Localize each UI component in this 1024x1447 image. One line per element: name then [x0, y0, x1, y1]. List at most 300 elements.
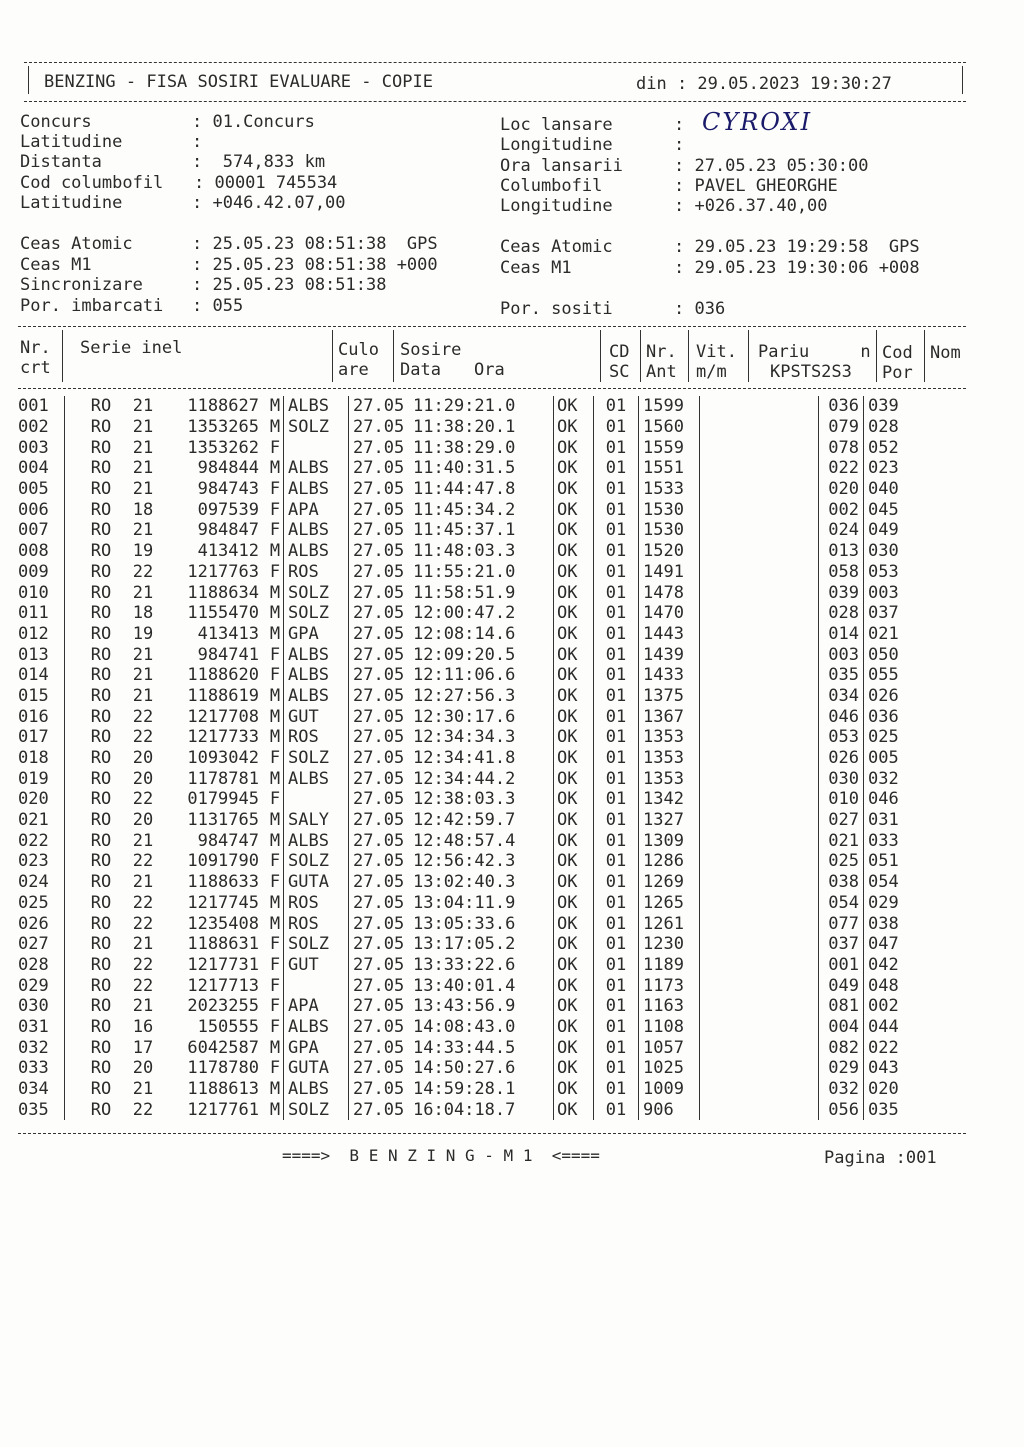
cell-cc: RO: [90, 417, 112, 438]
cell-num: 0179945: [187, 789, 259, 810]
cell-cc: RO: [90, 975, 112, 996]
clock-label: Ceas Atomic: [500, 237, 613, 257]
cell-cod: 053: [819, 727, 864, 748]
cell-sex: M: [269, 623, 281, 644]
info-label: Ora lansarii: [500, 156, 623, 176]
cell-ant: 01: [594, 541, 639, 562]
cell-nom: 035: [864, 1099, 909, 1120]
cell-nom: 053: [864, 562, 909, 583]
cell-ant: 01: [594, 499, 639, 520]
cell-pariu: [700, 934, 819, 955]
cell-pariu: [700, 768, 819, 789]
col-header-kpsts: KPSTS2S3: [770, 362, 852, 382]
cell-nom: 050: [864, 644, 909, 665]
cell-num: 1155470: [187, 603, 259, 624]
cell-yr: 21: [132, 396, 154, 417]
cell-nr: 004: [18, 458, 49, 479]
cell-divider: [65, 1017, 80, 1038]
cell-ora: 16:04:18.7: [413, 1099, 516, 1120]
cell-ora: 12:38:03.3: [413, 789, 516, 810]
cell-cc: RO: [90, 603, 112, 624]
cell-dt: 27.05: [349, 417, 414, 438]
cell-num: 1217713: [187, 975, 259, 996]
cell-sex: F: [269, 665, 281, 686]
cell-cd: OK: [554, 789, 594, 810]
table-row: [18, 1079, 908, 1100]
cell-nr: 019: [18, 768, 49, 789]
cell-divider: [65, 562, 80, 583]
cell-nom: 043: [864, 1058, 909, 1079]
cell-cc: RO: [90, 1099, 112, 1120]
cell-yr: 22: [132, 789, 154, 810]
cell-pariu: [700, 1037, 819, 1058]
cell-nr: 024: [18, 872, 49, 893]
cell-ant: 01: [594, 644, 639, 665]
cell-cod: 046: [819, 706, 864, 727]
cell-cc: RO: [90, 810, 112, 831]
cell-ora: 12:09:20.5: [413, 644, 516, 665]
cell-num: 413412: [197, 541, 259, 562]
cell-cd: OK: [554, 748, 594, 769]
cell-cod: 028: [819, 603, 864, 624]
cell-dt: 27.05: [349, 810, 414, 831]
cell-pariu: [700, 437, 819, 458]
cell-ant: 01: [594, 975, 639, 996]
cell-yr: 17: [132, 1037, 154, 1058]
table-row: [18, 479, 908, 500]
table-row: [18, 541, 908, 562]
header-left-bar: [28, 66, 29, 94]
cell-vit: 1286: [639, 851, 700, 872]
cell-vit: 1353: [639, 727, 700, 748]
cell-ant: 01: [594, 955, 639, 976]
table-row: [18, 624, 908, 645]
cell-ora: 11:58:51.9: [413, 582, 516, 603]
table-top-rule: [18, 326, 966, 327]
cell-cod: 079: [819, 417, 864, 438]
cell-cc: RO: [90, 685, 112, 706]
cell-col: GPA: [284, 1037, 349, 1058]
cell-cod: 002: [819, 499, 864, 520]
cell-dt: 27.05: [349, 975, 414, 996]
cell-nr: 001: [18, 396, 49, 417]
cell-pariu: [700, 1079, 819, 1100]
cell-nr: 030: [18, 996, 49, 1017]
table-row: [18, 417, 908, 438]
cell-col: ROS: [284, 727, 349, 748]
cell-yr: 21: [132, 934, 154, 955]
table-row: [18, 872, 908, 893]
cell-ora: 13:33:22.6: [413, 954, 516, 975]
cell-col: SOLZ: [284, 603, 349, 624]
cell-col: SOLZ: [284, 851, 349, 872]
cell-nom: 022: [864, 1037, 909, 1058]
cell-cd: OK: [554, 706, 594, 727]
table-bottom-rule: [18, 1133, 966, 1134]
cell-dt: 27.05: [349, 644, 414, 665]
cell-yr: 19: [132, 541, 154, 562]
cell-divider: [65, 727, 80, 748]
cell-divider: [65, 644, 80, 665]
cell-dt: 27.05: [349, 830, 414, 851]
cell-sex: M: [269, 603, 281, 624]
cell-nr: 025: [18, 892, 49, 913]
cell-nr: 026: [18, 913, 49, 934]
cell-cd: OK: [554, 810, 594, 831]
cell-divider: [65, 934, 80, 955]
table-row: [18, 851, 908, 872]
cell-dt: 27.05: [349, 1099, 414, 1120]
table-row: [18, 830, 908, 851]
cell-col: ALBS: [284, 479, 349, 500]
cell-nom: 032: [864, 768, 909, 789]
cell-num: 1353265: [187, 417, 259, 438]
cell-vit: 1230: [639, 934, 700, 955]
cell-cod: 010: [819, 789, 864, 810]
cell-sex: F: [269, 996, 281, 1017]
cell-yr: 16: [132, 1016, 154, 1037]
cell-cd: OK: [554, 1017, 594, 1038]
table-row: [18, 1058, 908, 1079]
cell-dt: 27.05: [349, 748, 414, 769]
cell-nr: 035: [18, 1099, 49, 1120]
cell-ora: 11:48:03.3: [413, 541, 516, 562]
cell-num: 1188633: [187, 872, 259, 893]
cell-cod: 081: [819, 996, 864, 1017]
cell-nom: 045: [864, 499, 909, 520]
cell-nom: 002: [864, 996, 909, 1017]
cell-dt: 27.05: [349, 789, 414, 810]
cell-vit: 1443: [639, 624, 700, 645]
cell-divider: [65, 479, 80, 500]
cell-cd: OK: [554, 1079, 594, 1100]
cell-sex: M: [269, 913, 281, 934]
clock-label: Ceas M1: [500, 258, 572, 278]
cell-vit: 1433: [639, 665, 700, 686]
cell-yr: 21: [132, 1079, 154, 1100]
info-label: Distanta: [20, 152, 102, 172]
cell-ora: 14:50:27.6: [413, 1058, 516, 1079]
cell-ant: 01: [594, 603, 639, 624]
cell-ora: 14:33:44.5: [413, 1037, 516, 1058]
cell-nr: 029: [18, 975, 49, 996]
cell-col: GUT: [284, 706, 349, 727]
cell-num: 1217763: [187, 561, 259, 582]
cell-num: 984743: [197, 479, 259, 500]
cell-yr: 20: [132, 768, 154, 789]
cell-num: 1217761: [187, 1099, 259, 1120]
cell-cc: RO: [90, 644, 112, 665]
cell-sex: F: [269, 975, 281, 996]
cell-cc: RO: [90, 561, 112, 582]
cell-divider: [65, 975, 80, 996]
cell-nr: 022: [18, 830, 49, 851]
report-title: BENZING - FISA SOSIRI EVALUARE - COPIE: [44, 72, 433, 92]
cell-nom: 033: [864, 830, 909, 851]
table-row: [18, 748, 908, 769]
cell-num: 1217745: [187, 892, 259, 913]
cell-col: ALBS: [284, 520, 349, 541]
cell-sex: M: [269, 830, 281, 851]
cell-nom: 029: [864, 893, 909, 914]
cell-sex: F: [269, 851, 281, 872]
cell-cd: OK: [554, 851, 594, 872]
cell-ant: 01: [594, 665, 639, 686]
cell-dt: 27.05: [349, 624, 414, 645]
cell-col: GUTA: [284, 872, 349, 893]
cell-ora: 12:34:41.8: [413, 748, 516, 769]
cell-yr: 22: [132, 954, 154, 975]
cell-ant: 01: [594, 727, 639, 748]
cell-dt: 27.05: [349, 437, 414, 458]
cell-dt: 27.05: [349, 706, 414, 727]
cell-pariu: [700, 913, 819, 934]
cell-ora: 12:48:57.4: [413, 830, 516, 851]
cell-vit: 1265: [639, 893, 700, 914]
cell-col: ALBS: [284, 686, 349, 707]
cell-dt: 27.05: [349, 665, 414, 686]
cell-cod: 058: [819, 562, 864, 583]
info-value: : 00001 745534: [194, 173, 338, 193]
cell-divider: [65, 1037, 80, 1058]
cell-nr: 016: [18, 706, 49, 727]
cell-divider: [65, 541, 80, 562]
report-date: din : 29.05.2023 19:30:27: [636, 74, 892, 94]
arrivals-table-body: [18, 396, 908, 1120]
cell-ora: 12:42:59.7: [413, 810, 516, 831]
cell-col: SOLZ: [284, 748, 349, 769]
cell-divider: [65, 582, 80, 603]
cell-dt: 27.05: [349, 562, 414, 583]
cell-yr: 21: [132, 437, 154, 458]
cell-cod: 001: [819, 955, 864, 976]
col-divider: [640, 330, 641, 382]
cell-nr: 012: [18, 623, 49, 644]
cell-sex: F: [269, 934, 281, 955]
col-divider: [62, 330, 63, 382]
col-divider: [393, 330, 394, 382]
cell-vit: 1025: [639, 1058, 700, 1079]
table-row: [18, 1099, 908, 1120]
cell-num: 1217733: [187, 727, 259, 748]
cell-cc: RO: [90, 851, 112, 872]
cell-sex: F: [269, 520, 281, 541]
cell-nr: 013: [18, 644, 49, 665]
cell-ora: 13:05:33.6: [413, 913, 516, 934]
cell-ant: 01: [594, 1017, 639, 1038]
cell-cc: RO: [90, 768, 112, 789]
cell-yr: 21: [132, 872, 154, 893]
cell-divider: [65, 789, 80, 810]
info-label: Longitudine: [500, 196, 613, 216]
table-row: [18, 562, 908, 583]
info-label: Latitudine: [20, 193, 123, 213]
cell-nom: 026: [864, 686, 909, 707]
cell-cc: RO: [90, 892, 112, 913]
col-divider: [924, 330, 925, 382]
cell-cc: RO: [90, 934, 112, 955]
cell-pariu: [700, 1017, 819, 1038]
cell-dt: 27.05: [349, 727, 414, 748]
cell-nom: 025: [864, 727, 909, 748]
cell-ant: 01: [594, 934, 639, 955]
cell-ora: 12:27:56.3: [413, 685, 516, 706]
cell-cd: OK: [554, 437, 594, 458]
cell-dt: 27.05: [349, 1017, 414, 1038]
cell-cd: OK: [554, 479, 594, 500]
cell-col: [284, 437, 349, 458]
col-header-serie: Serie inel: [80, 338, 183, 358]
cell-cd: OK: [554, 520, 594, 541]
cell-cd: OK: [554, 1099, 594, 1120]
cell-ant: 01: [594, 437, 639, 458]
cell-col: GPA: [284, 624, 349, 645]
cell-divider: [65, 499, 80, 520]
cell-sex: F: [269, 954, 281, 975]
cell-divider: [65, 1079, 80, 1100]
cell-sex: M: [269, 685, 281, 706]
cell-cd: OK: [554, 872, 594, 893]
cell-pariu: [700, 748, 819, 769]
cell-ora: 13:17:05.2: [413, 934, 516, 955]
cell-nr: 020: [18, 789, 49, 810]
clock-value: : 036: [674, 299, 726, 319]
clock-label: Por. imbarcati: [20, 296, 164, 316]
cell-nr: 002: [18, 417, 49, 438]
cell-divider: [65, 955, 80, 976]
cell-nr: 033: [18, 1058, 49, 1079]
cell-cod: 003: [819, 644, 864, 665]
cell-yr: 20: [132, 810, 154, 831]
cell-col: SOLZ: [284, 934, 349, 955]
cell-nr: 028: [18, 954, 49, 975]
cell-dt: 27.05: [349, 603, 414, 624]
cell-ora: 12:34:34.3: [413, 727, 516, 748]
cell-col: GUTA: [284, 1058, 349, 1079]
cell-ant: 01: [594, 1079, 639, 1100]
cell-pariu: [700, 955, 819, 976]
cell-cod: 034: [819, 686, 864, 707]
cell-sex: M: [269, 706, 281, 727]
clock-value: : 29.05.23 19:29:58 GPS: [674, 237, 920, 257]
cell-cod: 022: [819, 458, 864, 479]
cell-ora: 11:45:34.2: [413, 499, 516, 520]
cell-divider: [65, 458, 80, 479]
col-header-por: Por: [882, 363, 913, 383]
cell-cd: OK: [554, 458, 594, 479]
cell-ora: 13:43:56.9: [413, 996, 516, 1017]
cell-num: 1188627: [187, 396, 259, 417]
cell-nr: 023: [18, 851, 49, 872]
cell-dt: 27.05: [349, 934, 414, 955]
info-value: :: [674, 135, 685, 155]
cell-ant: 01: [594, 582, 639, 603]
cell-ant: 01: [594, 748, 639, 769]
cell-nom: 040: [864, 479, 909, 500]
cell-num: 1093042: [187, 748, 259, 769]
table-row: [18, 458, 908, 479]
cell-cod: 032: [819, 1079, 864, 1100]
cell-ant: 01: [594, 520, 639, 541]
cell-ant: 01: [594, 872, 639, 893]
cell-ant: 01: [594, 851, 639, 872]
cell-cod: 024: [819, 520, 864, 541]
cell-sex: F: [269, 872, 281, 893]
cell-divider: [65, 706, 80, 727]
cell-yr: 21: [132, 458, 154, 479]
cell-num: 1188613: [187, 1079, 259, 1100]
cell-cd: OK: [554, 913, 594, 934]
table-row: [18, 789, 908, 810]
info-value: : +026.37.40,00: [674, 196, 828, 216]
cell-dt: 27.05: [349, 479, 414, 500]
cell-nom: 054: [864, 872, 909, 893]
cell-num: 413413: [197, 623, 259, 644]
cell-num: 1188620: [187, 665, 259, 686]
cell-yr: 22: [132, 892, 154, 913]
cell-col: ROS: [284, 562, 349, 583]
cell-cod: 026: [819, 748, 864, 769]
cell-vit: 1353: [639, 768, 700, 789]
cell-num: 1188634: [187, 582, 259, 603]
cell-divider: [65, 417, 80, 438]
cell-pariu: [700, 1099, 819, 1120]
cell-cd: OK: [554, 830, 594, 851]
cell-cc: RO: [90, 582, 112, 603]
cell-cc: RO: [90, 396, 112, 417]
table-row: [18, 893, 908, 914]
cell-sex: M: [269, 1079, 281, 1100]
cell-cc: RO: [90, 1037, 112, 1058]
cell-ora: 12:08:14.6: [413, 623, 516, 644]
cell-ora: 11:29:21.0: [413, 396, 516, 417]
cell-sex: M: [269, 1037, 281, 1058]
cell-cod: 037: [819, 934, 864, 955]
cell-pariu: [700, 479, 819, 500]
cell-cc: RO: [90, 954, 112, 975]
cell-cod: 082: [819, 1037, 864, 1058]
cell-sex: M: [269, 458, 281, 479]
cell-nom: 021: [864, 624, 909, 645]
cell-divider: [65, 872, 80, 893]
cell-num: 1178781: [187, 768, 259, 789]
cell-cd: OK: [554, 396, 594, 417]
cell-pariu: [700, 706, 819, 727]
cell-ora: 13:04:11.9: [413, 892, 516, 913]
cell-dt: 27.05: [349, 396, 414, 417]
cell-divider: [65, 437, 80, 458]
cell-sex: F: [269, 1016, 281, 1037]
cell-cc: RO: [90, 479, 112, 500]
cell-yr: 21: [132, 582, 154, 603]
cell-divider: [65, 520, 80, 541]
cell-cod: 029: [819, 1058, 864, 1079]
cell-divider: [65, 686, 80, 707]
cell-col: ROS: [284, 913, 349, 934]
cell-num: 984844: [197, 458, 259, 479]
cell-num: 984847: [197, 520, 259, 541]
cell-pariu: [700, 996, 819, 1017]
cell-yr: 22: [132, 851, 154, 872]
table-row: [18, 955, 908, 976]
cell-vit: 1173: [639, 975, 700, 996]
cell-yr: 21: [132, 520, 154, 541]
cell-ora: 12:30:17.6: [413, 706, 516, 727]
cell-divider: [65, 1058, 80, 1079]
cell-divider: [65, 996, 80, 1017]
cell-yr: 18: [132, 603, 154, 624]
cell-divider: [65, 603, 80, 624]
